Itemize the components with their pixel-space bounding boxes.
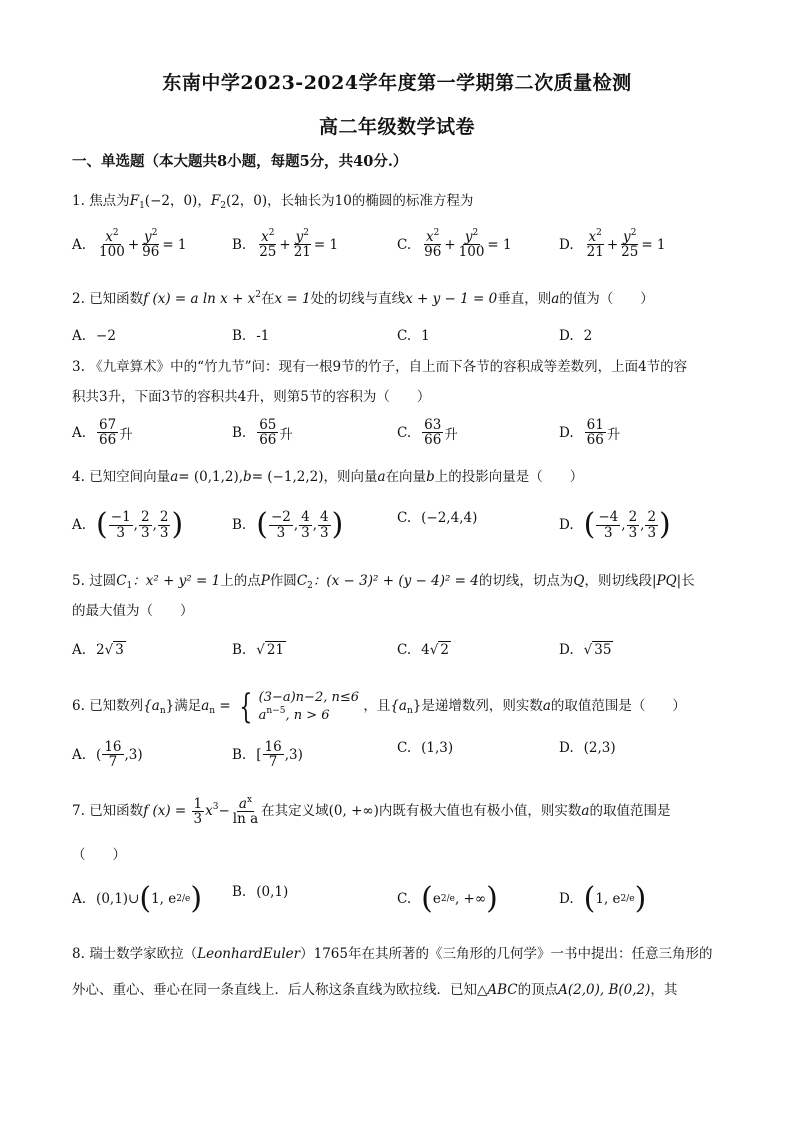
question-6-stem: 6. 已知数列$\{a_n\}$满足$a_n$ = { (3−a)n−2, n≤6 $a^{n-5}$, n > 6 ，且$\{a_n\}$是递增数列，则实数a的取值范围是（ ） xyxy=(72,686,686,727)
question-2-option-d[interactable]: D. 2 xyxy=(559,328,593,344)
question-7-option-a[interactable]: A. (0,1)∪ ( 1, e 2/e ) xyxy=(72,881,203,916)
question-5-option-b[interactable]: B. √ 21 xyxy=(232,641,285,658)
question-5-options xyxy=(72,641,722,663)
section-heading-single-choice: 一、单选题（本大题共8小题，每题5分，共40分.） xyxy=(72,153,408,170)
question-4-option-b[interactable]: B. ( $\frac{-2}{3}$ , $\frac{4}{3}$ , $\frac{4}{3}$ ) xyxy=(232,507,344,542)
question-1-stem: 1. 焦点为$F_1(-2$，0)，$F_2(2$，0)，长轴长为10的椭圆的标准方程为 xyxy=(72,193,474,211)
exam-title: 东南中学2023-2024学年度第一学期第二次质量检测 xyxy=(162,72,632,94)
question-2-options xyxy=(72,328,722,348)
question-5-option-c[interactable]: C. 4 √ 2 xyxy=(397,641,449,658)
question-6-option-b[interactable]: B. [ $\frac{16}{7}$ ,3) xyxy=(232,739,303,771)
question-7-options xyxy=(72,881,722,924)
question-7-stem: 7. 已知函数f (x) = $\frac{1}{3}$ $x^3-$ $\frac{a^x}{\text{ln a}}$ 在其定义域(0, +∞)内既有极大值也有极小值，则实数a的取值范围是 xyxy=(72,794,671,827)
exam-subtitle: 高二年级数学试卷 xyxy=(318,116,475,138)
question-6-option-a[interactable]: A. ( $\frac{16}{7}$ ,3) xyxy=(72,739,143,771)
question-6-options xyxy=(72,740,722,776)
question-3-stem: 3. 《九章算术》中的“竹九节”问：现有一根9节的竹子，自上而下各节的容积成等差数列，上面4节的容 积共3升，下面3节的容积共4升，则第5节的容积为（ ） xyxy=(72,359,688,405)
question-4-stem: 4. 已知空间向量a= (0,1,2),b= (−1,2,2)，则向量a在向量b上的投影向量是（ ） xyxy=(72,469,584,485)
question-3-option-a[interactable]: A. $\frac{67}{66}$ 升 xyxy=(72,417,133,449)
question-2-stem: 2. 已知函数f (x) = a $\ln x + x^2$在x = 1处的切线与直线x + y − 1 = 0垂直，则a的值为（ ） xyxy=(72,290,654,307)
question-2-option-b[interactable]: B. -1 xyxy=(232,328,270,344)
question-1-option-b[interactable]: B. $\frac{x^2}{25}$ + $\frac{y^2}{21}$ = 1 xyxy=(232,228,339,261)
question-5-stem: 5. 过圆$C_1$：x² + y² = 1上的点P作圆$C_2$：(x − 3)² + (y − 4)² = 4的切线，切点为Q，则切线段|PQ|长 的最大值为（ ） xyxy=(72,573,695,619)
question-3-option-b[interactable]: B. $\frac{65}{66}$ 升 xyxy=(232,417,293,449)
question-5-option-a[interactable]: A. 2 √ 3 xyxy=(72,641,124,658)
question-1-options xyxy=(72,230,722,270)
question-8-stem: 8. 瑞士数学家欧拉（LeonhardEuler）1765年在其所著的《三角形的几何学》一书中提出：任意三角形的 外心、重心、垂心在同一条直线上．后人称这条直线为欧拉线．已知△ABC的顶点A(2,0), B(0,2)，其 xyxy=(72,946,713,998)
question-6-option-c[interactable]: C. (1,3) xyxy=(397,740,454,756)
question-1-option-a[interactable]: A. $\frac{x^2}{100}$ + $\frac{y^2}{96}$ = 1 xyxy=(72,228,187,261)
question-7-bracket: （ ） xyxy=(72,847,126,863)
question-6-option-d[interactable]: D. (2,3) xyxy=(559,740,616,756)
question-4-option-a[interactable]: A. ( $\frac{-1}{3}$ , $\frac{2}{3}$ , $\frac{2}{3}$ ) xyxy=(72,507,184,542)
question-7-option-c[interactable]: C. ( e 2/e , +∞ ) xyxy=(397,881,498,916)
question-4-options xyxy=(72,507,722,554)
question-7-option-b[interactable]: B. (0,1) xyxy=(232,884,289,900)
question-4-option-c[interactable]: C. (−2,4,4) xyxy=(397,510,478,526)
question-2-option-c[interactable]: C. 1 xyxy=(397,328,430,344)
question-1-option-d[interactable]: D. $\frac{x^2}{21}$ + $\frac{y^2}{25}$ = 1 xyxy=(559,228,666,261)
question-3-options xyxy=(72,418,722,458)
question-7-option-d[interactable]: D. ( 1, e 2/e ) xyxy=(559,881,647,916)
question-2-option-a[interactable]: A. −2 xyxy=(72,328,116,344)
question-4-option-d[interactable]: D. ( $\frac{-4}{3}$ , $\frac{2}{3}$ , $\frac{2}{3}$ ) xyxy=(559,507,671,542)
question-5-option-d[interactable]: D. √ 35 xyxy=(559,641,612,658)
question-3-option-d[interactable]: D. $\frac{61}{66}$ 升 xyxy=(559,417,621,449)
question-1-option-c[interactable]: C. $\frac{x^2}{96}$ + $\frac{y^2}{100}$ = 1 xyxy=(397,228,512,261)
question-3-option-c[interactable]: C. $\frac{63}{66}$ 升 xyxy=(397,417,458,449)
